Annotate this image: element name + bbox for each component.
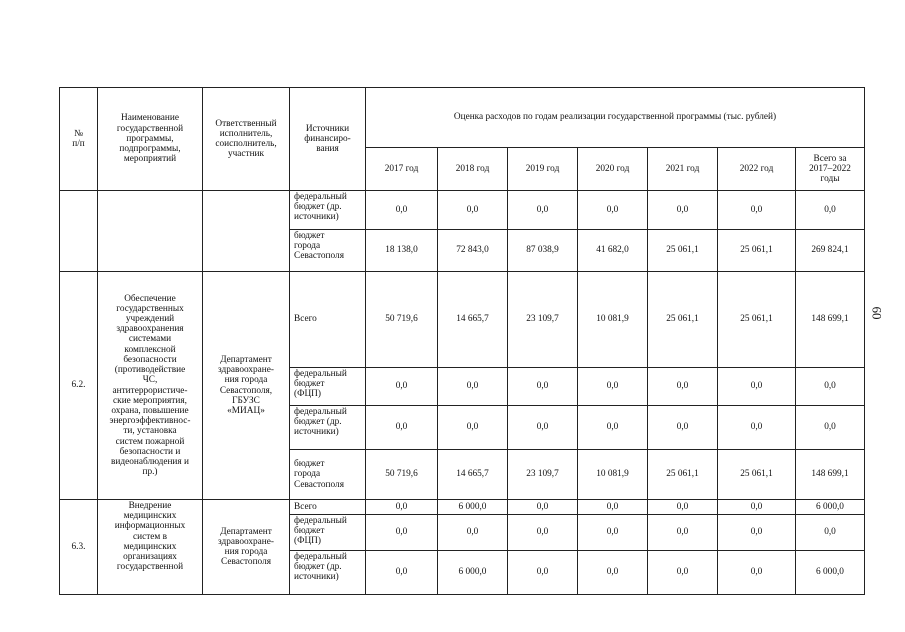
value-cell: 0,0 bbox=[578, 500, 648, 515]
value-cell: 0,0 bbox=[366, 368, 438, 406]
value-cell: 0,0 bbox=[438, 191, 508, 230]
name-cell: Обеспечение государственных учреждений здравоохранения системами комплексной безопасности (противодействие ЧС, антитеррористиче- ские мероприятия, охрана, повышение энергоэффективнос- ти, установка систем пожарной безопасности и видеонаблюдения и пр.) bbox=[98, 272, 203, 500]
value-cell: 25 061,1 bbox=[718, 450, 796, 500]
value-cell: 25 061,1 bbox=[648, 450, 718, 500]
value-cell: 10 081,9 bbox=[578, 272, 648, 368]
value-cell: 0,0 bbox=[438, 368, 508, 406]
value-cell: 148 699,1 bbox=[796, 450, 865, 500]
year-2018: 2018 год bbox=[438, 148, 508, 191]
value-cell: 0,0 bbox=[718, 551, 796, 595]
source-cell: федеральный бюджет (др. источники) bbox=[290, 551, 366, 595]
header-num: № п/п bbox=[60, 88, 98, 191]
source-cell: федеральный бюджет (др. источники) bbox=[290, 406, 366, 450]
value-cell: 0,0 bbox=[648, 406, 718, 450]
value-cell: 0,0 bbox=[648, 515, 718, 551]
value-cell: 0,0 bbox=[508, 551, 578, 595]
value-cell: 0,0 bbox=[366, 500, 438, 515]
value-cell: 0,0 bbox=[508, 500, 578, 515]
value-cell: 0,0 bbox=[648, 551, 718, 595]
source-cell: федеральный бюджет (ФЦП) bbox=[290, 368, 366, 406]
table-row bbox=[60, 191, 865, 230]
page-number: 60 bbox=[869, 306, 885, 320]
value-cell: 0,0 bbox=[796, 515, 865, 551]
value-cell: 25 061,1 bbox=[648, 230, 718, 272]
value-cell: 25 061,1 bbox=[718, 272, 796, 368]
source-cell: федеральный бюджет (др. источники) bbox=[290, 191, 366, 230]
value-cell: 23 109,7 bbox=[508, 450, 578, 500]
value-cell: 0,0 bbox=[366, 551, 438, 595]
budget-table bbox=[59, 87, 865, 595]
value-cell: 0,0 bbox=[578, 368, 648, 406]
header-row bbox=[60, 88, 865, 148]
header-responsible: Ответственный исполнитель, соисполнитель, участник bbox=[203, 88, 290, 191]
value-cell: 0,0 bbox=[796, 406, 865, 450]
table-row bbox=[60, 272, 865, 368]
name-cell bbox=[98, 191, 203, 272]
value-cell: 0,0 bbox=[796, 191, 865, 230]
value-cell: 25 061,1 bbox=[648, 272, 718, 368]
responsible-cell: Департамент здравоохране- ния города Севастополя, ГБУЗС «МИАЦ» bbox=[203, 272, 290, 500]
source-cell: Всего bbox=[290, 272, 366, 368]
value-cell: 0,0 bbox=[508, 406, 578, 450]
value-cell: 0,0 bbox=[508, 191, 578, 230]
value-cell: 0,0 bbox=[578, 551, 648, 595]
value-cell: 0,0 bbox=[796, 368, 865, 406]
responsible-cell: Департамент здравоохране- ния города Севастополя bbox=[203, 500, 290, 595]
value-cell: 25 061,1 bbox=[718, 230, 796, 272]
source-cell: бюджет города Севастополя bbox=[290, 450, 366, 500]
name-cell: Внедрение медицинских информационных систем в медицинских организациях государственной bbox=[98, 500, 203, 595]
year-2017: 2017 год bbox=[366, 148, 438, 191]
value-cell: 148 699,1 bbox=[796, 272, 865, 368]
value-cell: 18 138,0 bbox=[366, 230, 438, 272]
value-cell: 14 665,7 bbox=[438, 272, 508, 368]
value-cell: 0,0 bbox=[438, 515, 508, 551]
value-cell: 0,0 bbox=[718, 191, 796, 230]
header-name: Наименование государственной программы, подпрограммы, мероприятий bbox=[98, 88, 203, 191]
value-cell: 0,0 bbox=[366, 406, 438, 450]
value-cell: 0,0 bbox=[438, 406, 508, 450]
value-cell: 0,0 bbox=[718, 368, 796, 406]
value-cell: 0,0 bbox=[648, 191, 718, 230]
header-estimate: Оценка расходов по годам реализации государственной программы (тыс. рублей) bbox=[366, 88, 865, 148]
value-cell: 0,0 bbox=[508, 368, 578, 406]
source-cell: федеральный бюджет (ФЦП) bbox=[290, 515, 366, 551]
value-cell: 23 109,7 bbox=[508, 272, 578, 368]
value-cell: 0,0 bbox=[648, 368, 718, 406]
value-cell: 0,0 bbox=[718, 515, 796, 551]
value-cell: 6 000,0 bbox=[438, 500, 508, 515]
value-cell: 50 719,6 bbox=[366, 272, 438, 368]
header-sources: Источники финансиро- вания bbox=[290, 88, 366, 191]
year-2021: 2021 год bbox=[648, 148, 718, 191]
value-cell: 50 719,6 bbox=[366, 450, 438, 500]
value-cell: 87 038,9 bbox=[508, 230, 578, 272]
value-cell: 0,0 bbox=[508, 515, 578, 551]
year-total: Всего за 2017–2022 годы bbox=[796, 148, 865, 191]
value-cell: 41 682,0 bbox=[578, 230, 648, 272]
responsible-cell bbox=[203, 191, 290, 272]
year-2020: 2020 год bbox=[578, 148, 648, 191]
num-cell: 6.3. bbox=[60, 500, 98, 595]
value-cell: 0,0 bbox=[718, 500, 796, 515]
value-cell: 269 824,1 bbox=[796, 230, 865, 272]
source-cell: бюджет города Севастополя bbox=[290, 230, 366, 272]
value-cell: 6 000,0 bbox=[796, 551, 865, 595]
table-row bbox=[60, 500, 865, 515]
value-cell: 72 843,0 bbox=[438, 230, 508, 272]
value-cell: 6 000,0 bbox=[796, 500, 865, 515]
value-cell: 14 665,7 bbox=[438, 450, 508, 500]
value-cell: 6 000,0 bbox=[438, 551, 508, 595]
source-cell: Всего bbox=[290, 500, 366, 515]
value-cell: 0,0 bbox=[366, 515, 438, 551]
value-cell: 0,0 bbox=[578, 406, 648, 450]
num-cell bbox=[60, 191, 98, 272]
num-cell: 6.2. bbox=[60, 272, 98, 500]
value-cell: 0,0 bbox=[366, 191, 438, 230]
value-cell: 0,0 bbox=[578, 515, 648, 551]
year-2019: 2019 год bbox=[508, 148, 578, 191]
value-cell: 0,0 bbox=[578, 191, 648, 230]
year-2022: 2022 год bbox=[718, 148, 796, 191]
value-cell: 10 081,9 bbox=[578, 450, 648, 500]
value-cell: 0,0 bbox=[648, 500, 718, 515]
value-cell: 0,0 bbox=[718, 406, 796, 450]
